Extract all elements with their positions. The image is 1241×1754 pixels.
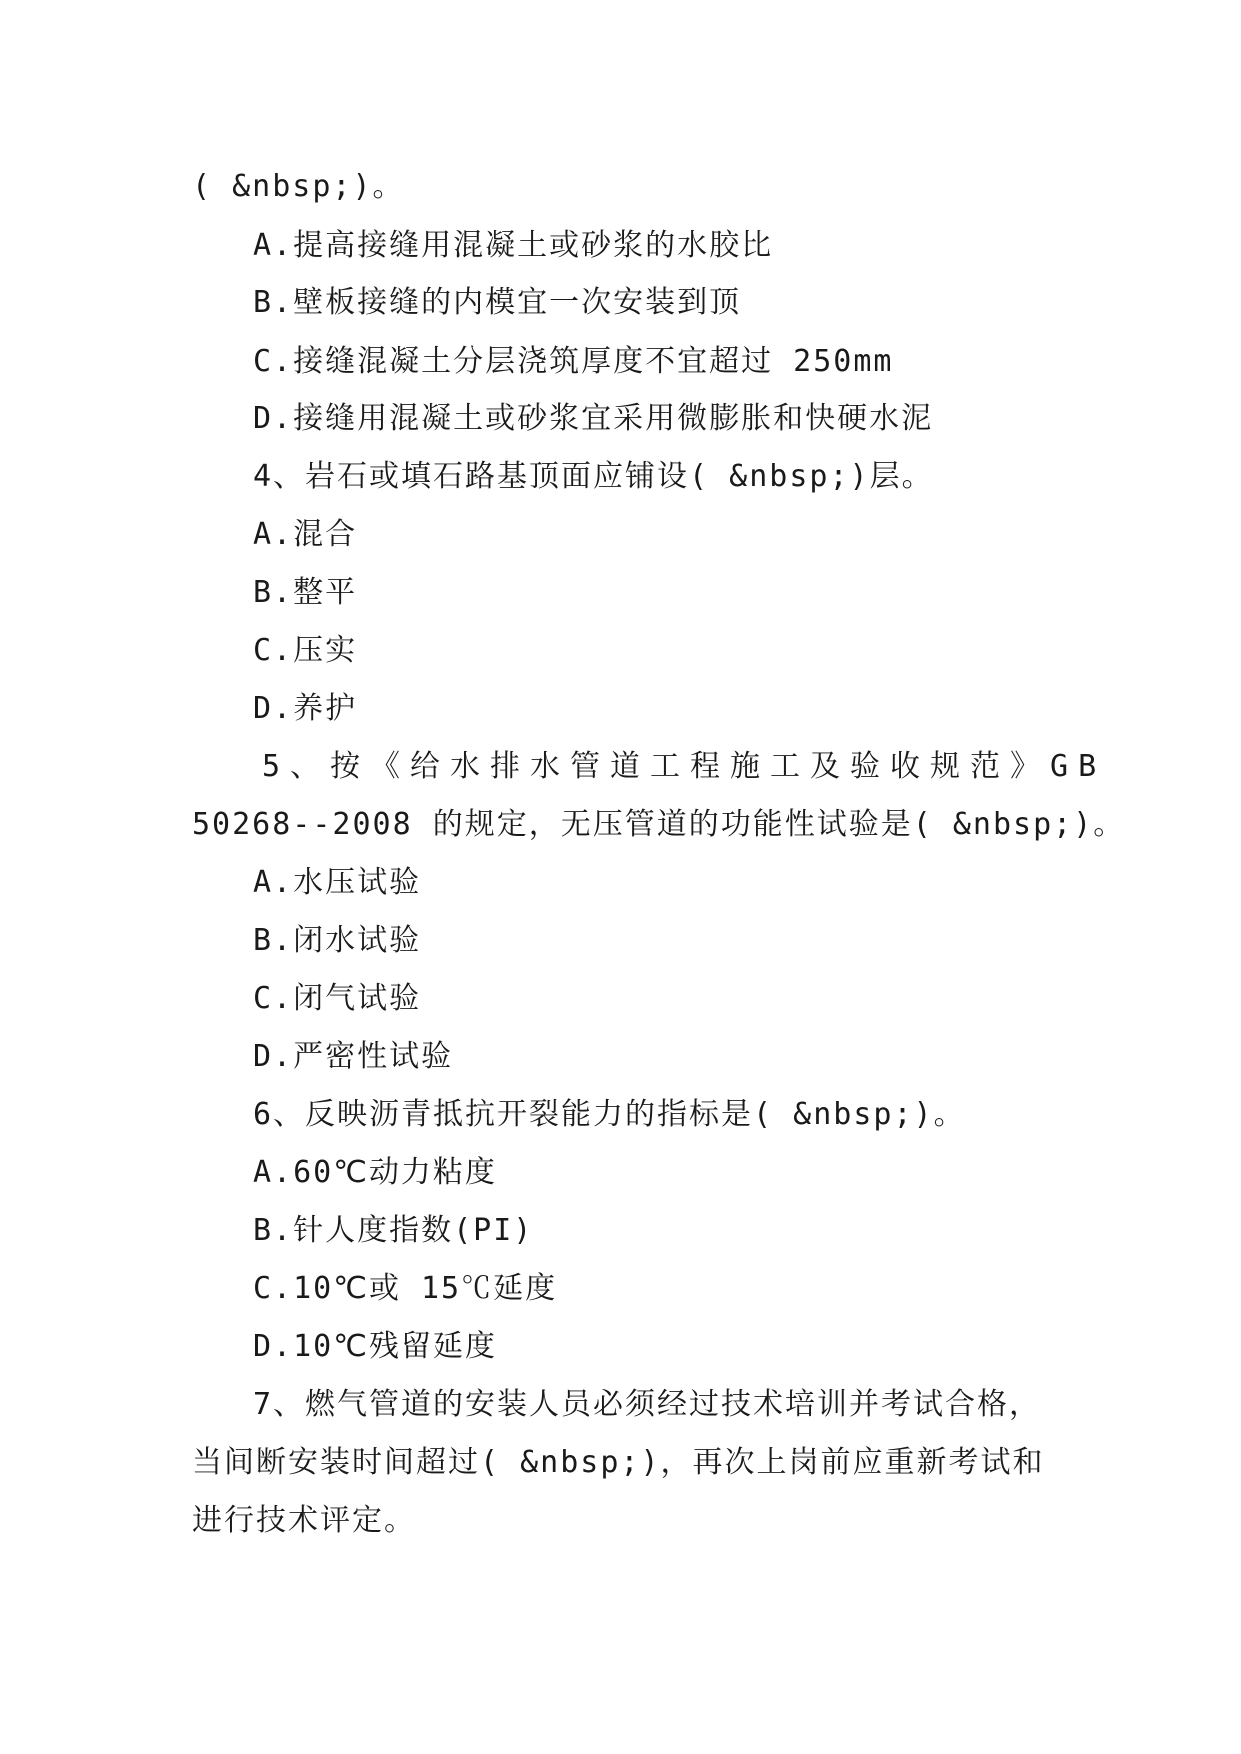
q3-option-a: A.提高接缝用混凝土或砂浆的水胶比: [253, 228, 774, 263]
q5-option-c: C.闭气试验: [253, 981, 422, 1016]
question-7-stem-line-2: 当间断安装时间超过( &nbsp;)，再次上岗前应重新考试和: [192, 1445, 1045, 1480]
question-3-stem-end: ( &nbsp;)。: [192, 169, 405, 204]
q3-option-c: C.接缝混凝土分层浇筑厚度不宜超过 250mm: [253, 344, 894, 379]
q6-option-a: A.60℃动力粘度: [253, 1155, 497, 1190]
question-7-stem-line-1: 7、燃气管道的安装人员必须经过技术培训并考试合格，: [253, 1387, 1042, 1422]
question-7-stem-line-3: 进行技术评定。: [192, 1503, 416, 1538]
q3-option-b: B.壁板接缝的内模宜一次安装到顶: [253, 285, 742, 320]
question-5-stem-line-1: 5、按《给水排水管道工程施工及验收规范》GB: [262, 749, 1107, 784]
question-6-stem: 6、反映沥青抵抗开裂能力的指标是( &nbsp;)。: [253, 1097, 966, 1132]
question-5-stem-line-2: 50268--2008 的规定，无压管道的功能性试验是( &nbsp;)。: [192, 807, 1126, 842]
q4-option-c: C.压实: [253, 633, 358, 668]
q3-option-d: D.接缝用混凝土或砂浆宜采用微膨胀和快硬水泥: [253, 401, 934, 436]
q4-option-a: A.混合: [253, 517, 358, 552]
q4-option-d: D.养护: [253, 691, 358, 726]
q6-option-c: C.10℃或 15℃延度: [253, 1271, 558, 1306]
q5-option-a: A.水压试验: [253, 865, 422, 900]
question-4-stem: 4、岩石或填石路基顶面应铺设( &nbsp;)层。: [253, 459, 934, 494]
q5-option-b: B.闭水试验: [253, 923, 422, 958]
q6-option-d: D.10℃残留延度: [253, 1329, 497, 1364]
q4-option-b: B.整平: [253, 575, 358, 610]
q5-option-d: D.严密性试验: [253, 1039, 454, 1074]
q6-option-b: B.针人度指数(PI): [253, 1213, 534, 1248]
